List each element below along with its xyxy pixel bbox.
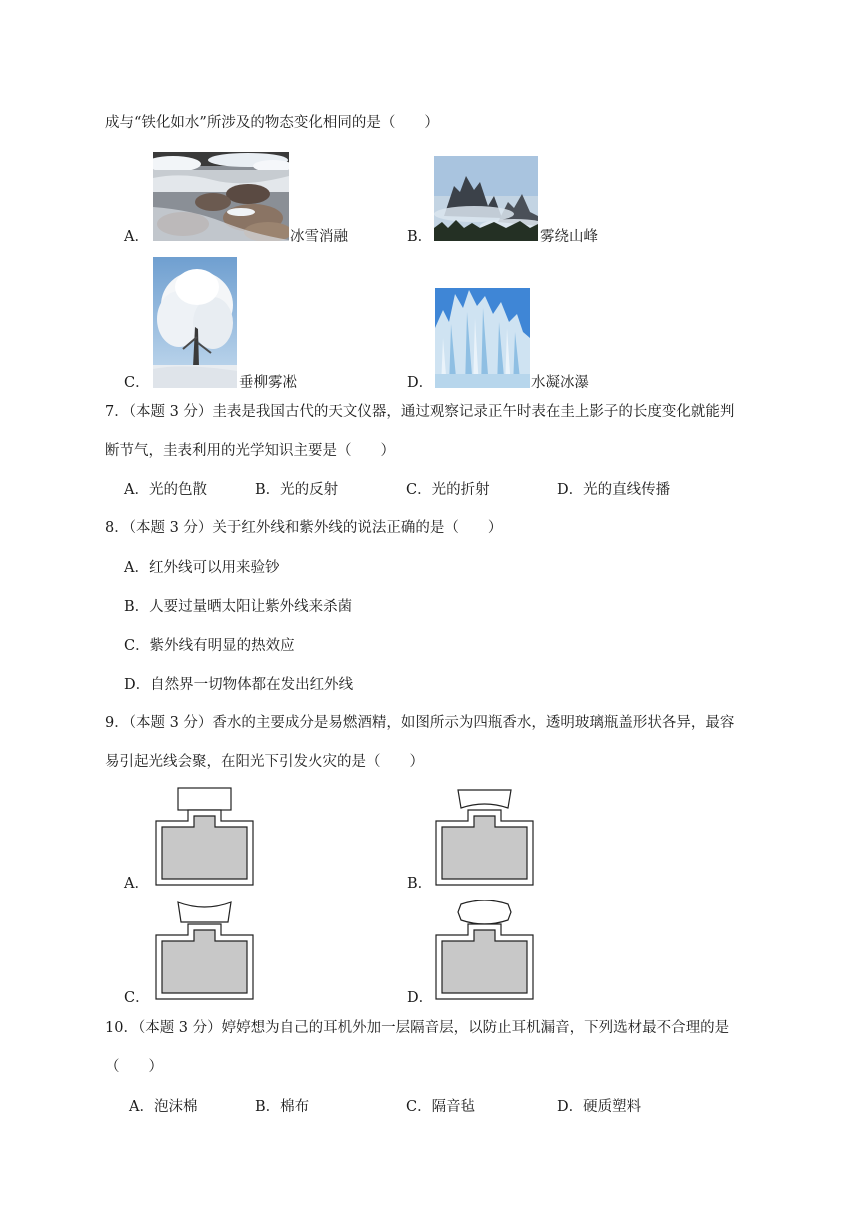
frozen-waterfall-photo xyxy=(435,288,530,388)
q6-option-c-letter: C． xyxy=(124,375,150,391)
q6-option-d-letter: D． xyxy=(407,375,434,391)
perfume-bottle-concave-bottom-cap-icon xyxy=(430,786,540,888)
q9-stem-line2: 易引起光线会聚，在阳光下引发火灾的是（ ） xyxy=(105,754,424,770)
perfume-bottle-flat-cap-icon xyxy=(150,786,260,888)
q9-stem-line1: 9．（本题 3 分）香水的主要成分是易燃酒精，如图所示为四瓶香水，透明玻璃瓶盖形状各异，最容 xyxy=(105,715,735,731)
perfume-bottle-concave-top-cap-icon xyxy=(150,900,260,1002)
ice-snow-melting-photo xyxy=(153,152,289,241)
q9-option-c-letter: C． xyxy=(124,990,150,1006)
q6-option-a-caption: 冰雪消融 xyxy=(290,229,348,245)
q6-option-d-caption: 水凝冰瀑 xyxy=(531,375,589,391)
q7-option-b[interactable]: B．光的反射 xyxy=(255,482,339,498)
q6-option-a-letter: A． xyxy=(124,229,149,245)
q10-option-b[interactable]: B．棉布 xyxy=(255,1099,310,1115)
q10-option-d[interactable]: D．硬质塑料 xyxy=(557,1099,642,1115)
q7-option-d[interactable]: D．光的直线传播 xyxy=(557,482,671,498)
q10-stem-line1: 10．（本题 3 分）婷婷想为自己的耳机外加一层隔音层，以防止耳机漏音，下列选材最不合理的是 xyxy=(105,1020,730,1036)
q8-option-c[interactable]: C．紫外线有明显的热效应 xyxy=(124,638,295,654)
q10-option-c[interactable]: C．隔音毡 xyxy=(406,1099,476,1115)
q7-option-c[interactable]: C．光的折射 xyxy=(406,482,490,498)
q10-option-a[interactable]: A．泡沫棉 xyxy=(129,1099,198,1115)
q9-option-b-letter: B． xyxy=(407,876,433,892)
q10-stem-line2: （ ） xyxy=(105,1059,163,1075)
q8-option-d[interactable]: D．自然界一切物体都在发出红外线 xyxy=(124,677,354,693)
q8-option-a[interactable]: A．红外线可以用来验钞 xyxy=(124,560,280,576)
q7-option-a[interactable]: A．光的色散 xyxy=(124,482,207,498)
q9-option-a-letter: A． xyxy=(124,876,149,892)
fog-mountain-photo xyxy=(434,156,538,241)
q7-stem-line1: 7．（本题 3 分）圭表是我国古代的天文仪器，通过观察记录正午时表在圭上影子的长度变化就能判 xyxy=(105,404,735,420)
q6-stem-tail: 成与“铁化如水”所涉及的物态变化相同的是（ ） xyxy=(105,115,439,131)
perfume-bottle-convex-cap-icon xyxy=(430,900,540,1002)
rime-willow-photo xyxy=(153,257,237,388)
q7-stem-line2: 断节气，圭表利用的光学知识主要是（ ） xyxy=(105,443,395,459)
q8-stem: 8．（本题 3 分）关于红外线和紫外线的说法正确的是（ ） xyxy=(105,520,503,536)
q8-option-b[interactable]: B．人要过量晒太阳让紫外线来杀菌 xyxy=(124,599,353,615)
q6-option-c-caption: 垂柳雾凇 xyxy=(239,375,297,391)
q6-option-b-letter: B． xyxy=(407,229,433,245)
q6-option-b-caption: 雾绕山峰 xyxy=(540,229,598,245)
q9-option-d-letter: D． xyxy=(407,990,434,1006)
